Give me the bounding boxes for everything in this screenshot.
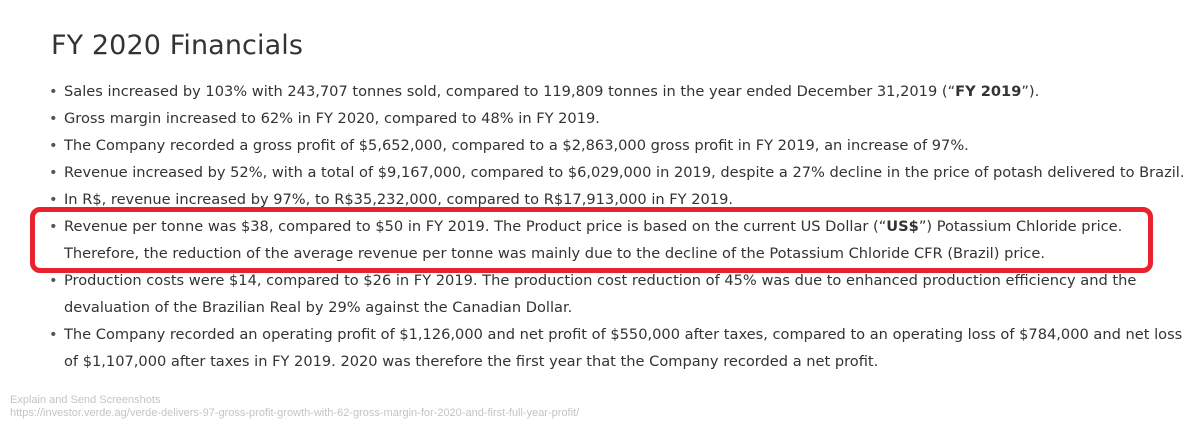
- page-title: FY 2020 Financials: [51, 30, 303, 61]
- bullet-gross-profit-text: • The Company recorded a gross profit of $5,652,000, compared to a $2,863,000 gross profit in FY 2019, an increase of 97%.: [64, 137, 969, 154]
- bullet-gross-profit: [64, 132, 1174, 159]
- bullet-revenue-brl-text: • In R$, revenue increased by 97%, to R$35,232,000, compared to R$17,913,000 in FY 2019.: [64, 191, 734, 208]
- bullet-production-costs-line1: • Production costs were $14, compared to $26 in FY 2019. The production cost reduction of 45% was due to enhanced production efficiency and the: [64, 272, 1137, 289]
- bullet-gross-margin: [64, 105, 1174, 132]
- footer-caption: Explain and Send Screenshots: [10, 394, 161, 406]
- bullet-revenue: [64, 159, 1185, 186]
- bullet-sales: [64, 78, 1174, 105]
- bullet-sales-before: Sales increased by 103% with 243,707 tonnes sold, compared to 119,809 tonnes in the year ended December 31,2019 (“: [64, 83, 956, 100]
- bullet-gross-margin-text: • Gross margin increased to 62% in FY 2020, compared to 48% in FY 2019.: [64, 110, 600, 127]
- bullet-operating-profit: [64, 321, 1183, 375]
- highlight-box: [30, 207, 1153, 273]
- bullet-sales-text: [64, 78, 1174, 105]
- bullet-revenue-text: • Revenue increased by 52%, with a total of $9,167,000, compared to $6,029,000 in 2019, despite a 27% decline in the price of potash delivered to Brazil.: [64, 164, 1185, 181]
- bullet-sales-bold: FY 2019: [955, 83, 1022, 100]
- bullet-production-costs: [64, 267, 1174, 321]
- bullet-operating-profit-line2: of $1,107,000 after taxes in FY 2019. 2020 was therefore the first year that the Company recorded a net profit.: [64, 353, 879, 370]
- footer-source-url[interactable]: https://investor.verde.ag/verde-delivers-97-gross-profit-growth-with-62-gross-margin-for-2020-and-first-full-year-profit/: [10, 407, 580, 419]
- bullet-revenue-per-tonne-bold: US$: [886, 218, 919, 235]
- bullet-sales-after: ”).: [1021, 83, 1040, 100]
- bullet-revenue-per-tonne-after: ”) Potassium Chloride price.: [918, 218, 1123, 235]
- bullet-production-costs-line2: devaluation of the Brazilian Real by 29% against the Canadian Dollar.: [64, 299, 573, 316]
- bullet-operating-profit-line1: • The Company recorded an operating profit of $1,126,000 and net profit of $550,000 after taxes, compared to an operating loss of $784,000 and net loss: [64, 326, 1183, 343]
- bullet-revenue-per-tonne-line2: Therefore, the reduction of the average revenue per tonne was mainly due to the decline of the Potassium Chloride CFR (Brazil) price.: [64, 245, 1046, 262]
- screenshot-footer: [10, 394, 579, 420]
- bullet-revenue-per-tonne-before: Revenue per tonne was $38, compared to $50 in FY 2019. The Product price is based on the current US Dollar (“: [64, 218, 887, 235]
